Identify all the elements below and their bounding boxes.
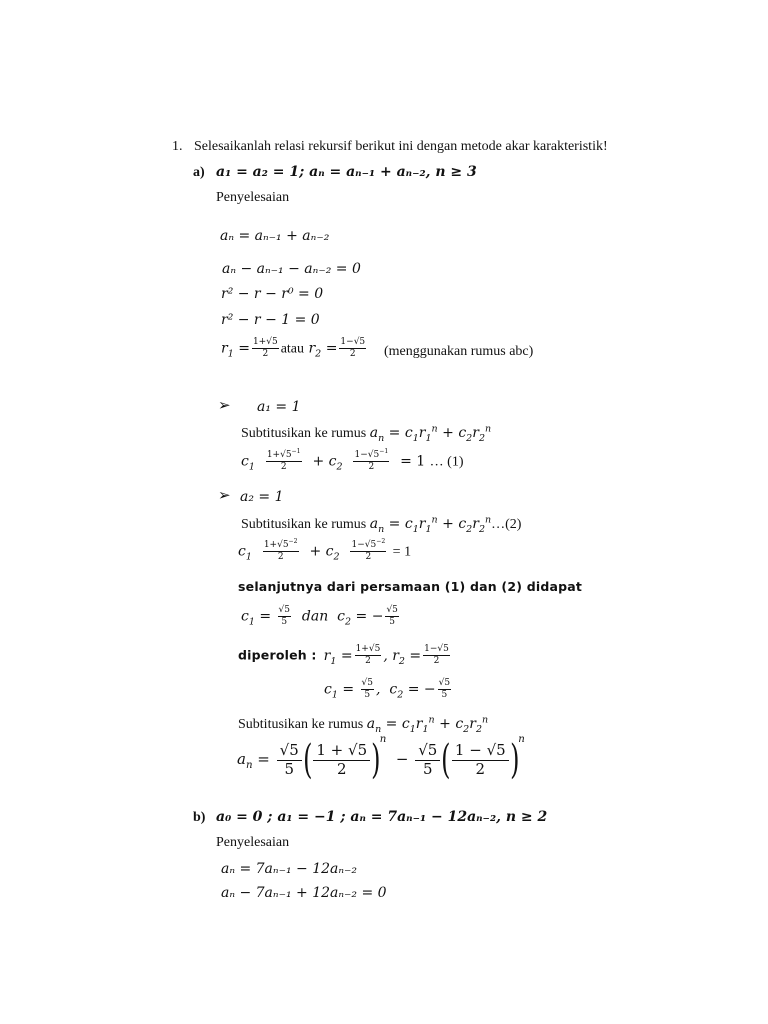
part-b-step1: aₙ = 7aₙ₋₁ − 12aₙ₋₂	[221, 861, 358, 877]
sub2-intro: Subtitusikan ke rumus $a_n = c_1r_1^n$ + $c_2r_2^n\dots(2)$	[241, 514, 522, 535]
eq2-rhs: = 1	[392, 544, 412, 560]
combine-text: selanjutnya dari persamaan (1) dan (2) didapat	[238, 579, 583, 594]
arrow-bullet-icon: ➢	[218, 488, 231, 504]
part-a-step4: r² − r − 1 = 0	[221, 312, 320, 328]
part-a-label: a)	[193, 165, 205, 180]
part-a-step2: aₙ − aₙ₋₁ − aₙ₋₂ = 0	[222, 261, 361, 277]
sub2-condition: a₂ = 1	[240, 489, 284, 505]
sub1-condition: a₁ = 1	[257, 399, 301, 415]
part-b-given: a₀ = 0 ; a₁ = −1 ; aₙ = 7aₙ₋₁ − 12aₙ₋₂, n ≥ 2	[216, 809, 548, 825]
part-b-heading: Penyelesaian	[216, 835, 290, 850]
part-a-step1: aₙ = aₙ₋₁ + aₙ₋₂	[220, 228, 330, 244]
part-a-given: a₁ = a₂ = 1; aₙ = aₙ₋₁ + aₙ₋₂, n ≥ 3	[216, 164, 477, 180]
obtained-line: diperoleh : $r_1$ = $\frac{1+√5}{2}$ , $r_2$ = $\frac{1-√5}{2}$	[238, 644, 449, 667]
part-a-step3: r² − r − r⁰ = 0	[221, 286, 324, 302]
eq2-ref: …(2)	[491, 517, 522, 532]
arrow-bullet-icon: ➢	[218, 398, 231, 414]
dan-text: dan	[301, 608, 329, 625]
c-values-final: $c_1$ = $\frac{√5}{5}$ , $c_2$ = − $\frac{√5}{5}$	[324, 678, 451, 701]
problem-instruction: Selesaikanlah relasi rekursif berikut ini dengan metode akar karakteristik!	[194, 139, 608, 154]
roots-connector: atau	[280, 341, 305, 357]
final-formula: $a_n$ = $\frac{√5}{5}$ ( $\frac{1 + √5}{2}$ )$^n$ − $\frac{√5}{5}$ ( $\frac{1 - √5}{2}$ )$^n$	[237, 734, 525, 783]
eq2: $c_1$ $\frac{1+√5^{-2}}{2}$ + $c_2$ $\frac{1-√5^{-2}}{2}$ = 1	[238, 538, 412, 563]
eq1: $c_1$ $\frac{1+√5^{-1}}{2}$ + $c_2$ $\frac{1-√5^{-1}}{2}$ = 1 … (1)	[241, 448, 464, 473]
part-b-label: b)	[193, 810, 206, 825]
problem-number: 1.	[172, 139, 183, 154]
roots-note: (menggunakan rumus abc)	[384, 344, 534, 359]
eq1-ref: … (1)	[429, 454, 464, 470]
part-a-roots: $r_1$ = $\frac{1+√5}{2}$ atau $r_2$ = $\frac{1-√5}{2}$	[221, 337, 366, 360]
obtained-label: diperoleh :	[238, 647, 317, 663]
part-a-heading: Penyelesaian	[216, 190, 290, 205]
part-b-step2: aₙ − 7aₙ₋₁ + 12aₙ₋₂ = 0	[221, 885, 387, 901]
c-values: $c_1$ = $\frac{√5}{5}$ dan $c_2$ = − $\frac{√5}{5}$	[241, 605, 398, 628]
final-intro: Subtitusikan ke rumus $a_n = c_1r_1^n + c_2r_2^n$	[238, 714, 489, 735]
sub1-intro: Subtitusikan ke rumus $a_n = c_1r_1^n + c_2r_2^n$	[241, 423, 492, 444]
